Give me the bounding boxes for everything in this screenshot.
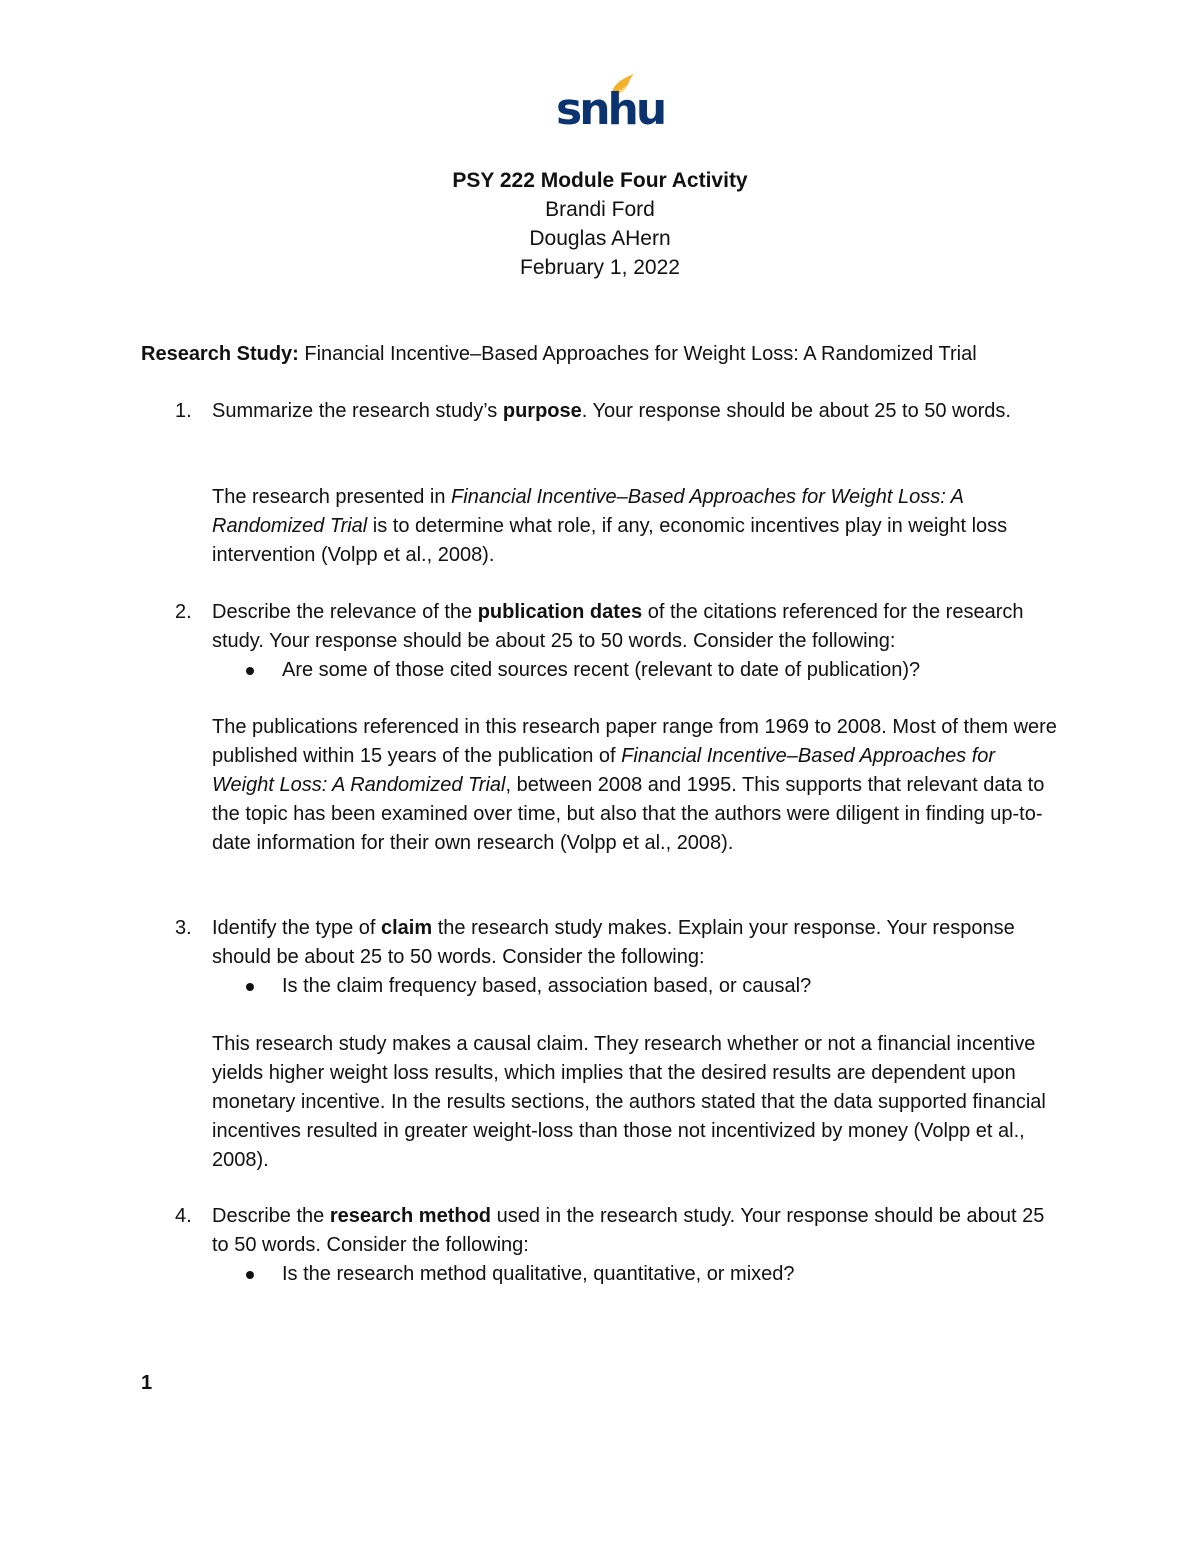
document-date: February 1, 2022 — [520, 256, 680, 279]
page-number: 1 — [141, 1372, 153, 1394]
answer-3: This research study makes a causal claim. They research whether or not a financial incentive yields higher weight loss results, which implies that the desired results are dependent upon monetary incentive. In the results sections, the authors stated that the data supported financial incentives resulted in greater weight-loss than those not incentivized by money (Volpp et al., 2008). — [212, 1033, 1046, 1171]
document-header — [0, 166, 1200, 282]
logo-wordmark: snhu — [556, 84, 665, 135]
research-study-line — [141, 340, 1141, 369]
answer-2: The publications referenced in this research paper range from 1969 to 2008. Most of them were published within 15 years of the publication of Financial Incentive–Based Approaches for Weight Loss: A Randomized Trial, between 2008 and 1995. This supports that relevant data to the topic has been examined over time, but also that the authors were diligent in finding up-to-date information for their own research (Volpp et al., 2008). — [212, 716, 1057, 854]
question-bullet: Is the research method qualitative, quantitative, or mixed? — [282, 1260, 1062, 1289]
question-text: Summarize the research study’s purpose. Your response should be about 25 to 50 words. — [212, 400, 1011, 422]
research-study-title: Financial Incentive–Based Approaches for Weight Loss: A Randomized Trial — [298, 343, 977, 365]
document-title: PSY 222 Module Four Activity — [452, 169, 748, 192]
question-4 — [175, 1202, 1065, 1289]
question-3 — [175, 914, 1065, 1001]
snhu-logo — [554, 72, 665, 135]
question-bullet: Is the claim frequency based, association based, or causal? — [282, 972, 1062, 1001]
question-keyword: claim — [381, 917, 433, 939]
question-text: Identify the type of claim the research study makes. Explain your response. Your response should be about 25 to 50 words. Consider the following: — [212, 917, 1015, 968]
question-2 — [175, 598, 1065, 685]
study-title-italic: Financial Incentive–Based Approaches for Weight Loss: A Randomized Trial — [212, 486, 964, 537]
question-keyword: purpose — [502, 400, 582, 422]
question-text: Describe the research method used in the research study. Your response should be about 25 to 50 words. Consider the following: — [212, 1205, 1045, 1256]
answer-1: The research presented in Financial Incentive–Based Approaches for Weight Loss: A Randomized Trial is to determine what role, if any, economic incentives play in weight loss intervention (Volpp et al., 2008). — [212, 486, 1008, 566]
research-study-label: Research Study: — [141, 343, 299, 365]
question-number: 1. — [175, 400, 192, 422]
instructor-name: Douglas AHern — [529, 227, 671, 250]
question-keyword: research method — [329, 1205, 492, 1227]
author-name: Brandi Ford — [545, 198, 655, 221]
study-title-italic: Financial Incentive–Based Approaches for Weight Loss: A Randomized Trial — [212, 745, 996, 796]
question-1 — [175, 397, 1065, 426]
question-keyword: publication dates — [477, 601, 643, 623]
question-bullet: Are some of those cited sources recent (relevant to date of publication)? — [282, 656, 1062, 685]
question-number: 4. — [175, 1205, 192, 1227]
question-number: 3. — [175, 917, 192, 939]
question-text: Describe the relevance of the publication dates of the citations referenced for the research study. Your response should be about 25 to 50 words. Consider the following: — [212, 601, 1024, 652]
question-number: 2. — [175, 601, 192, 623]
